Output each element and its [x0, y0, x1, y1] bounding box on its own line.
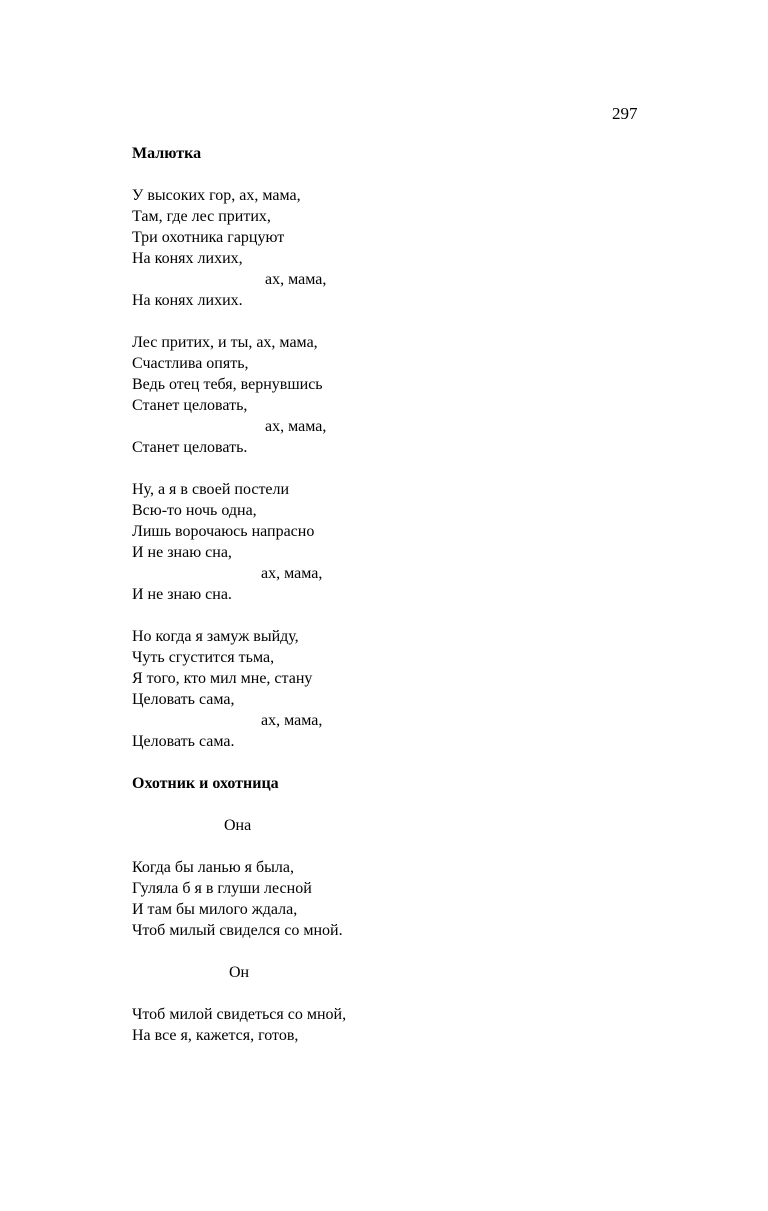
- verse-line: И не знаю сна.: [132, 586, 232, 603]
- verse-line: Когда бы ланью я была,: [132, 859, 295, 876]
- verse-line: У высоких гор, ах, мама,: [132, 187, 301, 204]
- poem-content: [132, 143, 692, 1046]
- verse-line: Но когда я замуж выйду,: [132, 628, 299, 645]
- poem-title-malyutka: Малютка: [132, 145, 202, 162]
- speaker-label: Он: [229, 964, 250, 981]
- stanza: [132, 857, 692, 941]
- verse-line: Всю-то ночь одна,: [132, 502, 257, 519]
- verse-line: И там бы милого ждала,: [132, 901, 298, 918]
- verse-line: Счастлива опять,: [132, 355, 249, 372]
- verse-line: Я того, кто мил мне, стану: [132, 670, 313, 687]
- page-number: 297: [612, 104, 638, 123]
- verse-line: Лишь ворочаюсь напрасно: [132, 523, 315, 540]
- verse-line: И не знаю сна,: [132, 544, 232, 561]
- verse-line: На конях лихих.: [132, 292, 243, 309]
- verse-line: Чтоб милой свидеться со мной,: [132, 1006, 347, 1023]
- verse-line: Гуляла б я в глуши лесной: [132, 880, 312, 897]
- verse-line: Три охотника гарцуют: [132, 229, 285, 246]
- stanza: [132, 1004, 692, 1046]
- stanza: [132, 332, 692, 458]
- verse-line: Ведь отец тебя, вернувшись: [132, 376, 323, 393]
- verse-line: Там, где лес притих,: [132, 208, 271, 225]
- speaker-label: Она: [224, 817, 252, 834]
- verse-line: Лес притих, и ты, ах, мама,: [132, 334, 318, 351]
- verse-line: Целовать сама.: [132, 733, 235, 750]
- stanza: [132, 185, 692, 311]
- verse-line: На все я, кажется, готов,: [132, 1027, 299, 1044]
- refrain-line: ах, мама,: [261, 712, 323, 729]
- verse-line: На конях лихих,: [132, 250, 243, 267]
- stanza: [132, 626, 692, 752]
- verse-line: Чуть сгустится тьма,: [132, 649, 275, 666]
- verse-line: Станет целовать,: [132, 397, 248, 414]
- verse-line: Чтоб милый свиделся со мной.: [132, 922, 343, 939]
- refrain-line: ах, мама,: [261, 565, 323, 582]
- refrain-line: ах, мама,: [265, 271, 327, 288]
- refrain-line: ах, мама,: [265, 418, 327, 435]
- verse-line: Целовать сама,: [132, 691, 235, 708]
- stanza: [132, 479, 692, 605]
- poem-title-okhotnik: Охотник и охотница: [132, 775, 279, 792]
- verse-line: Станет целовать.: [132, 439, 248, 456]
- verse-line: Ну, а я в своей постели: [132, 481, 290, 498]
